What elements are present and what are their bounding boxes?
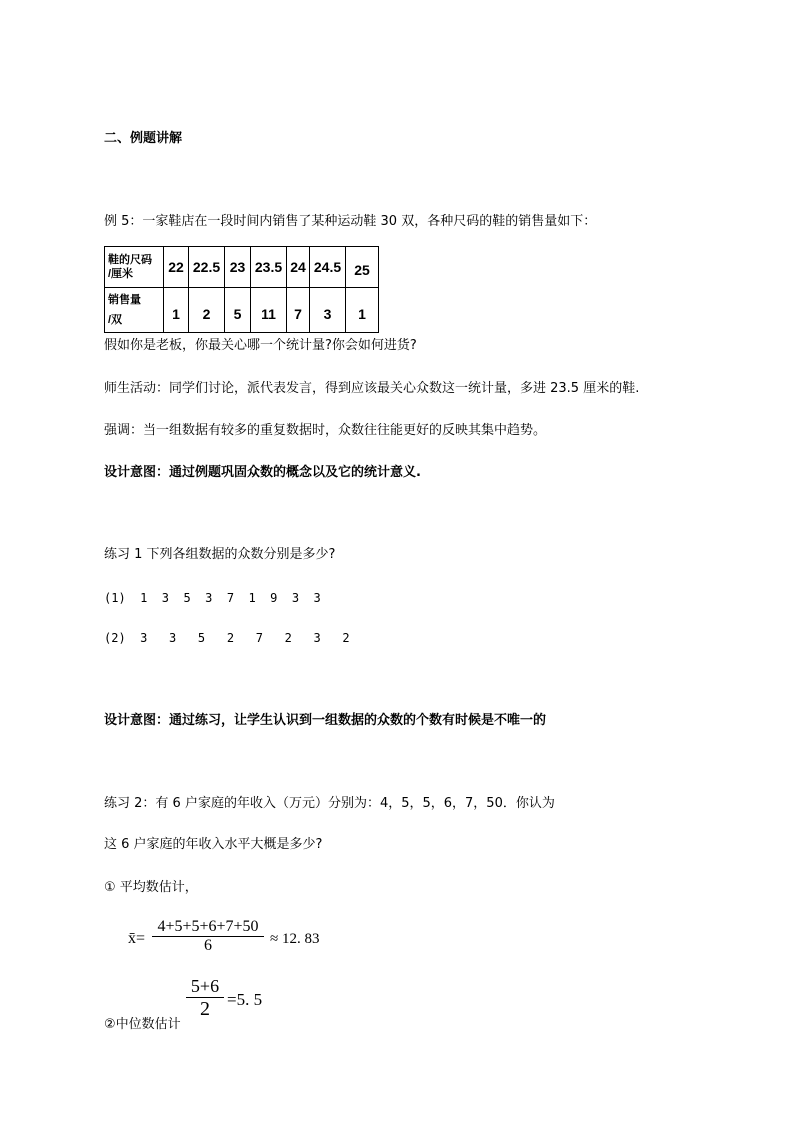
median-fraction (186, 976, 224, 1021)
shoe-sales-table (104, 246, 379, 333)
sales-cell: 1 (164, 288, 189, 333)
size-cell: 24.5 (310, 247, 346, 288)
exercise1-item2: (2) 3 3 5 2 7 2 3 2 (104, 631, 350, 645)
mean-symbol: x̄= (128, 930, 146, 947)
size-cell: 23 (225, 247, 251, 288)
example5-question: 假如你是老板，你最关心哪一个统计量?你会如何进货? (104, 338, 417, 353)
example5-activity: 师生活动：同学们讨论，派代表发言，得到应该最关心众数这一统计量，多进 23.5 厘米的鞋. (104, 381, 640, 396)
mean-denominator: 6 (204, 937, 212, 954)
example5-design-intent: 设计意图：通过例题巩固众数的概念以及它的统计意义. (104, 465, 421, 480)
table-row-sales (105, 288, 379, 333)
sales-header-line1: 销售量 (108, 294, 141, 306)
mean-result: ≈ 12. 83 (270, 931, 320, 947)
sales-header-line2: /双 (108, 314, 123, 326)
sales-cell: 5 (225, 288, 251, 333)
median-numerator: 5+6 (190, 976, 220, 996)
example5-prompt: 例 5：一家鞋店在一段时间内销售了某种运动鞋 30 双，各种尺码的鞋的销售量如下： (104, 214, 597, 229)
mean-fraction (152, 918, 264, 955)
size-cell: 24 (287, 247, 310, 288)
mean-numerator: 4+5+5+6+7+50 (157, 918, 259, 935)
sales-cell: 2 (189, 288, 225, 333)
size-header-line2: /厘米 (108, 268, 134, 280)
sales-cell: 11 (251, 288, 287, 333)
size-cell: 22.5 (189, 247, 225, 288)
exercise1-design-intent: 设计意图：通过练习，让学生认识到一组数据的众数的个数有时候是不唯一的 (104, 713, 547, 728)
size-header-cell (105, 247, 164, 288)
method2-label: ②中位数估计 (104, 1017, 181, 1032)
sales-cell: 3 (310, 288, 346, 333)
exercise2-prompt-line1: 练习 2：有 6 户家庭的年收入（万元）分别为：4，5，5，6，7，50．你认为 (104, 796, 555, 811)
size-cell: 22 (164, 247, 189, 288)
sales-cell: 1 (346, 288, 379, 333)
size-cell: 23.5 (251, 247, 287, 288)
exercise2-prompt-line2: 这 6 户家庭的年收入水平大概是多少? (104, 837, 323, 852)
sales-header-cell (105, 288, 164, 333)
example5-emphasis: 强调：当一组数据有较多的重复数据时，众数往往能更好的反映其集中趋势。 (104, 423, 547, 438)
median-denominator: 2 (200, 998, 210, 1020)
size-header-line1: 鞋的尺码 (108, 254, 152, 266)
table-row-sizes (105, 247, 379, 288)
exercise1-prompt: 练习 1 下列各组数据的众数分别是多少? (104, 547, 336, 562)
size-cell: 25 (346, 247, 379, 288)
method1-label: ① 平均数估计， (104, 880, 198, 895)
section-title: 二、例题讲解 (104, 131, 183, 146)
exercise1-item1: (1) 1 3 5 3 7 1 9 3 3 (104, 591, 321, 605)
sales-cell: 7 (287, 288, 310, 333)
median-result: =5. 5 (227, 990, 263, 1009)
